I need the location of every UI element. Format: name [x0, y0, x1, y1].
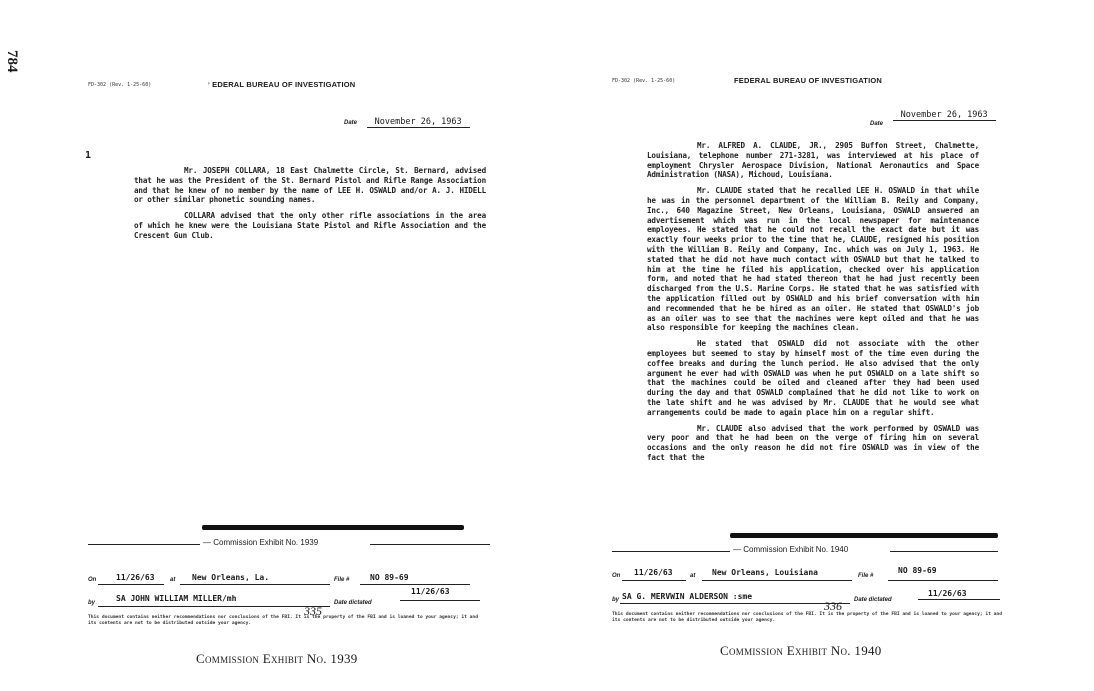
interview-location: New Orleans, La. — [192, 573, 270, 582]
date-value: November 26, 1963 — [893, 110, 996, 121]
paragraph: Mr. CLAUDE also advised that the work performed by OSWALD was very poor and that he had been on the verge of firing him on several occasions and the only reason he did not fire OSWALD was in view of the fact that the — [647, 423, 979, 462]
document-body — [647, 141, 979, 469]
interview-date: 11/26/63 — [116, 573, 155, 582]
exhibit-caption: Commission Exhibit No. 1940 — [720, 643, 882, 658]
form-code: FD-302 (Rev. 1-25-60) — [612, 78, 676, 84]
date-label: Date — [870, 121, 884, 127]
redaction-bar — [730, 533, 998, 538]
dictated-date: 11/26/63 — [928, 589, 967, 598]
form-code: FD-302 (Rev. 1-25-60) — [88, 82, 152, 88]
file-number: NO 89-69 — [898, 566, 937, 575]
exhibit-caption: Commission Exhibit No. 1939 — [196, 651, 358, 666]
handwritten-number: 335 — [304, 604, 322, 618]
dictated-date: 11/26/63 — [411, 587, 450, 596]
footer-row-on: On 11/26/63 at New Orleans, La. File # NO 89-69 — [88, 573, 488, 585]
paragraph: He stated that OSWALD did not associate with the other employees but seemed to stay by himself most of the time even during the coffee breaks and during the lunch period. He also advised that the only argument he ever had with OSWALD was when he put OSWALD on a late shift so that the machines could be oiled and cleaned after they had been used during the day and that OSWALD complained that he did not like to work on the late shift and he was advised by Mr. CLAUDE that he would see what arrangements could be made to again place him on a regular shift. — [647, 339, 979, 417]
footer-row-by: by SA G. MERVWIN ALDERSON :sme Date dictated 11/26/63 — [612, 590, 1012, 604]
fbi-header: FEDERAL BUREAU OF INVESTIGATION — [734, 76, 883, 85]
footer-row-on: On 11/26/63 at New Orleans, Louisiana File # NO 89-69 — [612, 568, 1012, 580]
footer-rule — [88, 544, 200, 545]
footer-rule — [612, 551, 730, 552]
footer-rule — [370, 544, 490, 545]
fine-print: This document contains neither recommendations nor conclusions of the FBI. It is the property of the FBI and is loaned to your agency; it and its contents are not to be distributed outside your agency. — [612, 612, 1002, 623]
handwritten-marker: 1 — [85, 150, 92, 161]
document-body — [134, 166, 486, 247]
footer-row-by: by SA JOHN WILLIAM MILLER/mh Date dictated 11/26/63 — [88, 593, 488, 607]
footer-rule — [890, 551, 998, 552]
paragraph: COLLARA advised that the only other rifle associations in the area of which he knew were the Louisiana State Pistol and Rifle Association and the Crescent Gun Club. — [134, 211, 486, 240]
date-label: Date — [344, 120, 358, 126]
report-date — [344, 109, 470, 128]
date-value: November 26, 1963 — [367, 117, 470, 128]
file-number: NO 89-69 — [370, 573, 409, 582]
fine-print: This document contains neither recommendations nor conclusions of the FBI. It is the property of the FBI and is loaned to your agency; it and its contents are not to be distributed outside your agency. — [88, 615, 478, 626]
paragraph: Mr. CLAUDE stated that he recalled LEE H. OSWALD in that while he was in the personnel department of the William B. Reily and Company, Inc., 640 Magazine Street, New Orleans, Louisiana, OSWALD answered an advertisement which was run in the local newspaper for maintenance employees. He stated that he could not recall the exact date but it was exactly four weeks prior to the time that he, CLAUDE, resigned his position with the William B. Reily and Company, Inc. which was on July 1, 1963. He stated that he did not have much contact with OSWALD but that he talked to him at the time he filed his application, checked over his application form, and noted that he had stated thereon that he had just recently been discharged from the U.S. Marine Corps. He stated that he was satisfied with the application filled out by OSWALD and his brief conversation with him and recommended that he be hired as an oiler. He stated that OSWALD's job as an oiler was to see that the machines were kept oiled and that he was also responsible for keeping the machines clean. — [647, 186, 979, 333]
exhibit-stamp: — Commission Exhibit No. 1940 — [733, 545, 849, 554]
interview-date: 11/26/63 — [634, 568, 673, 577]
exhibit-stamp: — Commission Exhibit No. 1939 — [203, 538, 319, 547]
report-date — [870, 102, 996, 127]
fbi-header: ’ EDERAL BUREAU OF INVESTIGATION — [208, 80, 356, 89]
page-number: 784 — [4, 50, 20, 73]
paragraph: Mr. JOSEPH COLLARA, 18 East Chalmette Circle, St. Bernard, advised that he was the President of the St. Bernard Pistol and Rifle Range Association and that he knew of no member by the name of LEE H. OSWALD and/or A. J. HIDELL or other similar phonetic sounding names. — [134, 166, 486, 205]
interview-location: New Orleans, Louisiana — [712, 568, 818, 577]
redaction-bar — [202, 525, 464, 530]
agent-name: SA G. MERVWIN ALDERSON :sme — [622, 592, 753, 601]
handwritten-number: 336 — [824, 599, 842, 613]
paragraph: Mr. ALFRED A. CLAUDE, JR., 2905 Buffon Street, Chalmette, Louisiana, telephone number 271-3281, was interviewed at his place of employment Chrysler Aerospace Division, National Aeronautics and Space Administration (NASA), Michoud, Louisiana. — [647, 141, 979, 180]
agent-name: SA JOHN WILLIAM MILLER/mh — [116, 594, 237, 603]
